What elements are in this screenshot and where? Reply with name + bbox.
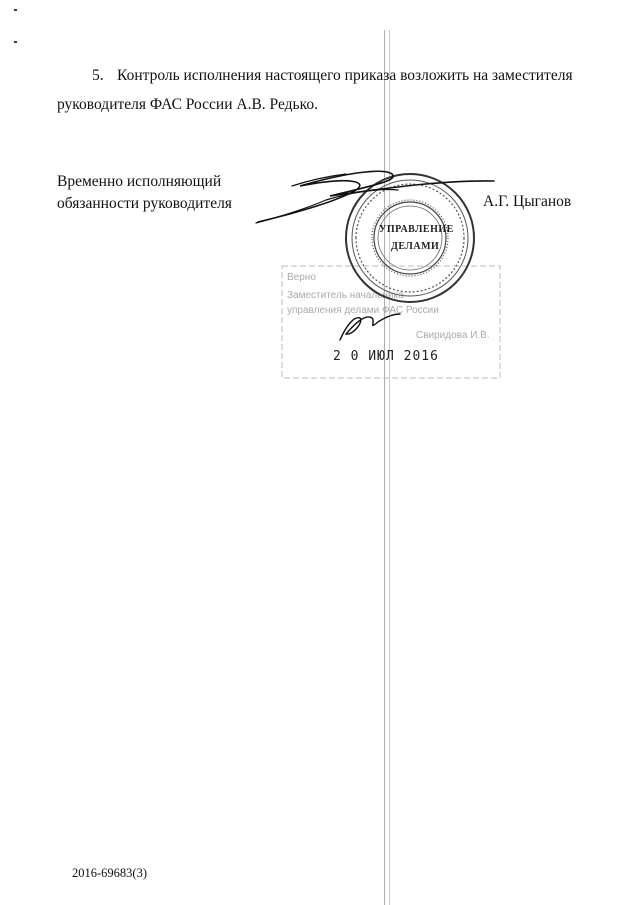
signer-title-line-2: обязанности руководителя bbox=[57, 195, 232, 212]
paragraph-line-2: руководителя ФАС России А.В. Редько. bbox=[57, 96, 318, 113]
paragraph-number: 5. bbox=[92, 67, 104, 84]
copy-stamp-signer: Свиридова И.В. bbox=[416, 330, 490, 341]
signer-name: А.Г. Цыганов bbox=[483, 193, 572, 210]
copy-stamp-line-3: управления делами ФАС России bbox=[287, 305, 439, 316]
copy-stamp-line-2: Заместитель начальника bbox=[287, 290, 404, 301]
seal-inner-line-2: ДЕЛАМИ bbox=[391, 241, 440, 252]
document-number: 2016-69683(3) bbox=[72, 866, 147, 880]
seal-inner-line-1: УПРАВЛЕНИЕ bbox=[379, 224, 454, 235]
signer-title-line-1: Временно исполняющий bbox=[57, 173, 222, 190]
copy-stamp-date: 2 0 ИЮЛ 2016 bbox=[333, 349, 439, 364]
copy-stamp-line-1: Верно bbox=[287, 272, 316, 283]
paragraph-line-1: Контроль исполнения настоящего приказа возложить на заместителя bbox=[117, 67, 573, 84]
